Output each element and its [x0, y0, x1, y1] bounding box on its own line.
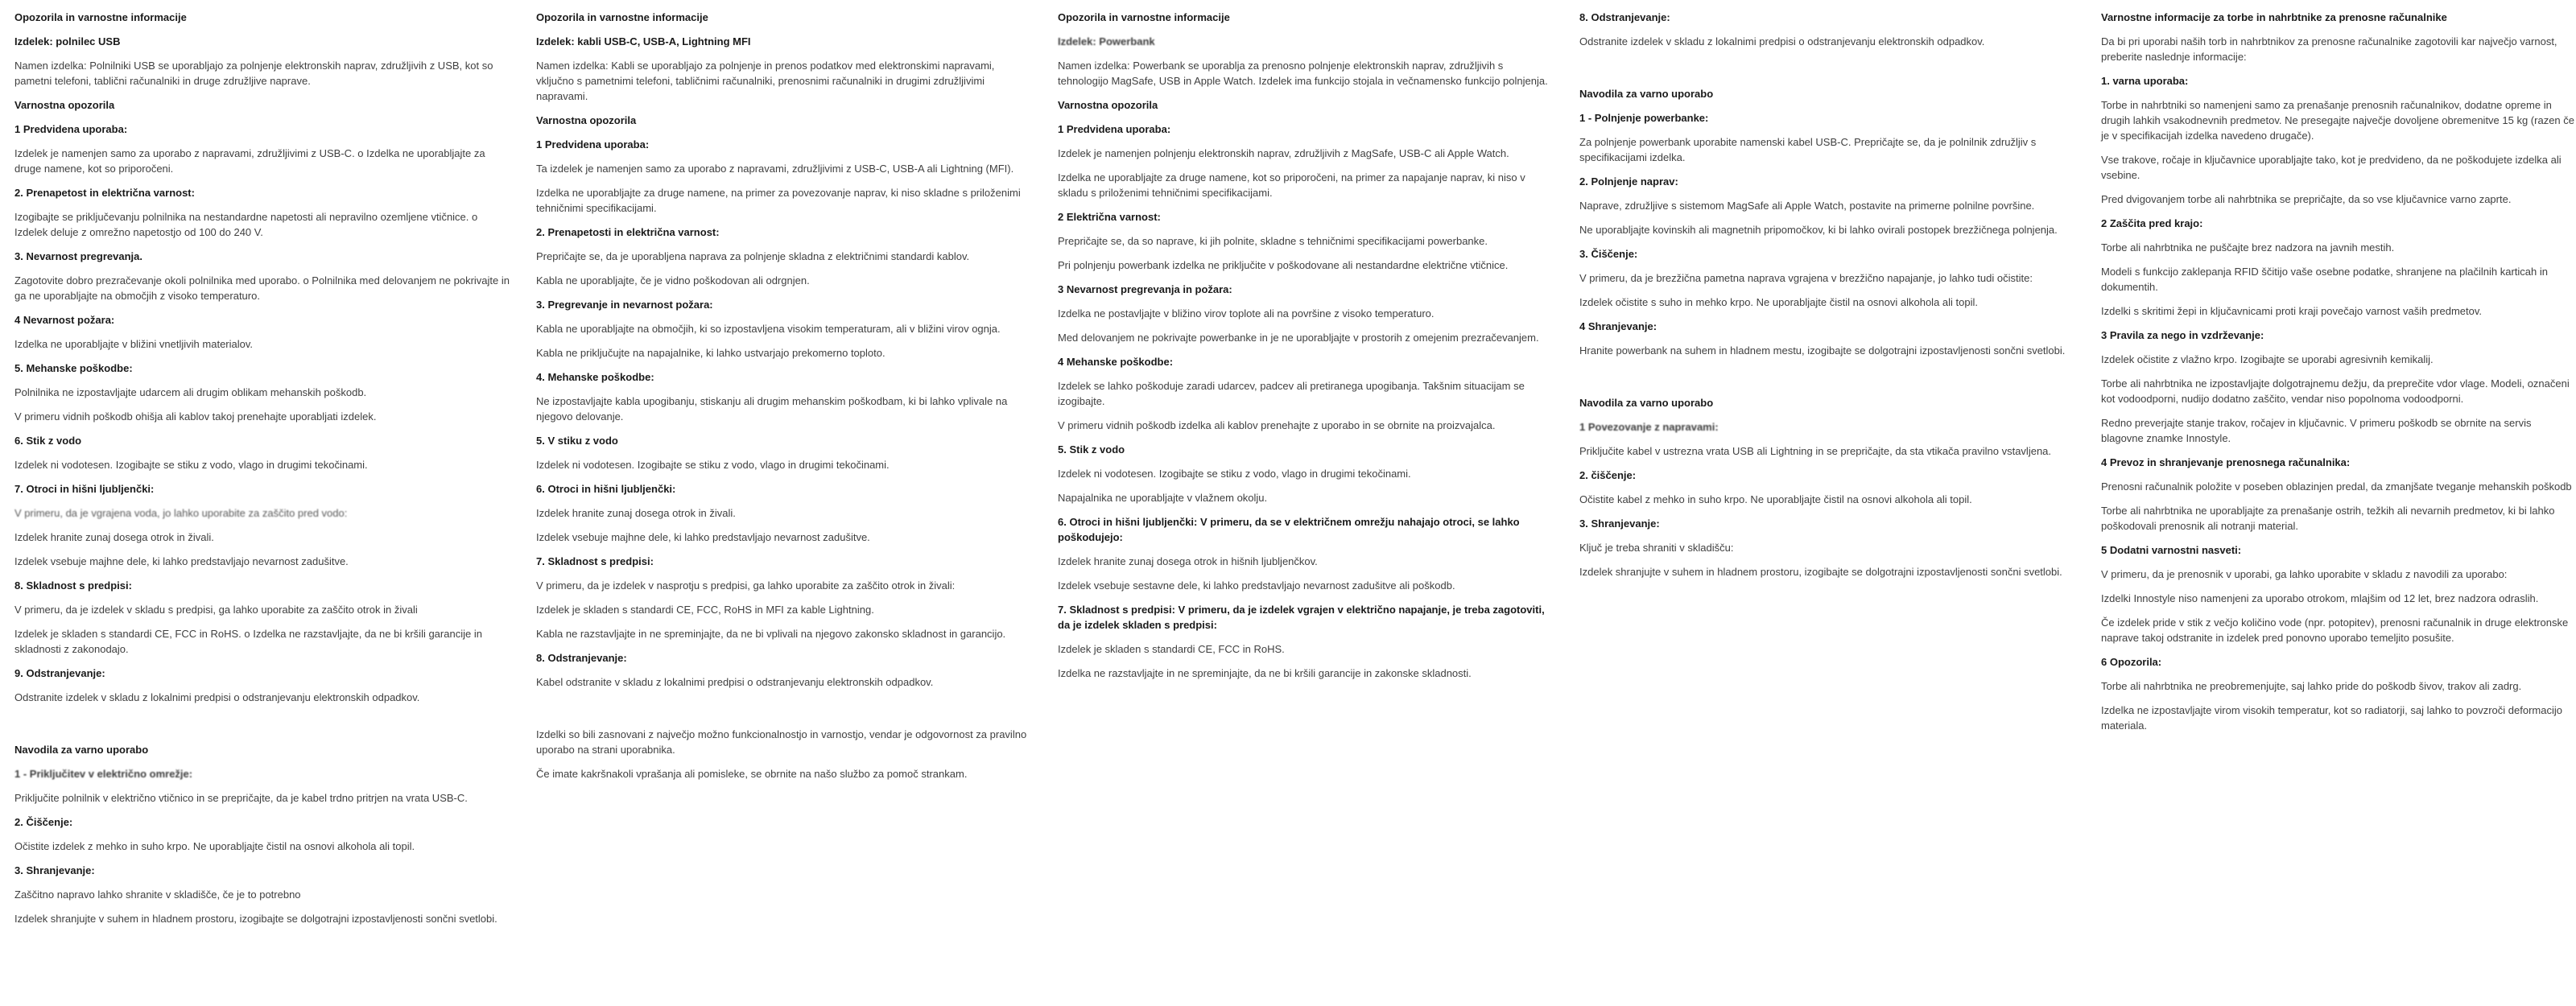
paragraph: Odstranite izdelek v skladu z lokalnimi predpisi o odstranjevanju elektronskih odpadkov.: [14, 691, 420, 703]
section-heading: 3. Nevarnost pregrevanja.: [14, 250, 142, 262]
section-heading: 2. Čiščenje:: [14, 816, 73, 828]
section-heading: 6. Otroci in hišni ljubljenčki: V primeru, da se v električnem omrežju nahajajo otroci, se lahko poškodujejo:: [1058, 516, 1520, 543]
section-heading: 7. Skladnost s predpisi:: [536, 555, 654, 567]
section-heading: 8. Skladnost s predpisi:: [14, 579, 132, 592]
section-heading: 1 Predvidena uporaba:: [14, 123, 128, 135]
section-heading: 1 Predvidena uporaba:: [536, 138, 650, 150]
paragraph: Priključite polnilnik v električno vtičnico in se prepričajte, da je kabel trdno pritrjen na vrata USB-C.: [14, 792, 468, 804]
paragraph: Ta izdelek je namenjen samo za uporabo z napravami, združljivimi z USB-C, USB-A ali Lightning (MFI).: [536, 163, 1014, 175]
paragraph: Napajalnika ne uporabljajte v vlažnem okolju.: [1058, 492, 1268, 504]
paragraph: Izdelek vsebuje sestavne dele, ki lahko predstavljajo nevarnost zadušitve ali poškodb.: [1058, 579, 1455, 592]
paragraph: Izdelka ne postavljajte v bližino virov toplote ali na površine z visoko temperaturo.: [1058, 307, 1435, 320]
section-heading: 2. Prenapetost in električna varnost:: [14, 187, 195, 199]
section-heading: Opozorila in varnostne informacije: [536, 11, 708, 23]
section-heading: 6 Opozorila:: [2101, 656, 2162, 668]
paragraph: Izdelka ne izpostavljajte virom visokih temperatur, kot so radiatorji, saj lahko to povzroči deformacijo materiala.: [2101, 704, 2562, 732]
section-heading: 3 Nevarnost pregrevanja in požara:: [1058, 283, 1232, 295]
column-3: [1058, 10, 1555, 1006]
paragraph: V primeru, da je vgrajena voda, jo lahko uporabite za zaščito pred vodo:: [14, 507, 348, 519]
section-heading: 2. Prenapetosti in električna varnost:: [536, 226, 720, 238]
paragraph: Izdelek je skladen s standardi CE, FCC in RoHS. o Izdelka ne razstavljajte, da ne bi kršili garancije in skladnosti z zakonodajo.: [14, 628, 482, 655]
section-heading: 2 Zaščita pred krajo:: [2101, 217, 2203, 229]
section-heading: Varnostna opozorila: [1058, 99, 1158, 111]
paragraph: Modeli s funkcijo zaklepanja RFID ščitijo vaše osebne podatke, shranjene na plačilnih karticah in dokumentih.: [2101, 266, 2548, 293]
paragraph: Torbe in nahrbtniki so namenjeni samo za prenašanje prenosnih računalnikov, dodatne opreme in drugih lahkih vsakodnevnih predmetov. Ne presegajte največje dovoljene obremenitve 15 kg (razen če je v specifikacijah izdelka navedeno drugače).: [2101, 99, 2574, 142]
paragraph: Če imate kakršnakoli vprašanja ali pomisleke, se obrnite na našo službo za pomoč strankam.: [536, 768, 968, 780]
section-heading: 3 Pravila za nego in vzdrževanje:: [2101, 329, 2264, 341]
paragraph: Izogibajte se priključevanju polnilnika na nestandardne napetosti ali nepravilno ozemljene vtičnice. o Izdelek deluje z omrežno napetostjo od 100 do 240 V.: [14, 211, 478, 238]
section-heading: 1 Povezovanje z napravami:: [1579, 421, 1719, 433]
section-heading: 4 Mehanske poškodbe:: [1058, 356, 1174, 368]
paragraph: Ne izpostavljajte kabla upogibanju, stiskanju ali drugim mehanskim poškodbam, ki bi lahko vplivale na njegovo delovanje.: [536, 395, 1008, 423]
section-heading: Izdelek: polnilec USB: [14, 35, 121, 47]
section-heading: 4 Prevoz in shranjevanje prenosnega računalnika:: [2101, 456, 2351, 468]
section-heading: 5. Stik z vodo: [1058, 443, 1125, 456]
paragraph: Izdelka ne uporabljajte za druge namene, na primer za povezovanje naprav, ki niso skladne s priloženimi tehničnimi specifikacijami.: [536, 187, 1021, 214]
section-heading: 1. varna uporaba:: [2101, 75, 2189, 87]
paragraph: Izdelek očistite s suho in mehko krpo. Ne uporabljajte čistil na osnovi alkohola ali topil.: [1579, 296, 1978, 308]
paragraph: Izdelek hranite zunaj dosega otrok in živali.: [14, 531, 214, 543]
section-heading: 6. Stik z vodo: [14, 435, 82, 447]
section-heading: 3. Shranjevanje:: [1579, 517, 1660, 530]
paragraph: Izdelka ne uporabljajte v bližini vnetljivih materialov.: [14, 338, 254, 350]
paragraph: Izdelek se lahko poškoduje zaradi udarcev, padcev ali pretiranega upogibanja. Takšnim situacijam se izogibajte.: [1058, 380, 1525, 407]
paragraph: Kabla ne uporabljajte, če je vidno poškodovan ali odrgnjen.: [536, 274, 810, 287]
paragraph: V primeru, da je brezžična pametna naprava vgrajena v brezžično napajanje, jo lahko tudi očistite:: [1579, 272, 2033, 284]
paragraph: Polnilnika ne izpostavljajte udarcem ali drugim oblikam mehanskih poškodb.: [14, 386, 367, 398]
section-heading: 1 Predvidena uporaba:: [1058, 123, 1171, 135]
section-heading: 4. Mehanske poškodbe:: [536, 371, 654, 383]
column-5: [2101, 10, 2574, 1006]
section-heading: Varnostna opozorila: [14, 99, 115, 111]
paragraph: Izdelka ne razstavljajte in ne spreminjajte, da ne bi kršili garancije in zakonske skladnosti.: [1058, 667, 1472, 679]
paragraph: Izdelek je namenjen polnjenju elektronskih naprav, združljivih z MagSafe, USB-C ali Apple Watch.: [1058, 147, 1509, 159]
section-heading: 9. Odstranjevanje:: [14, 667, 105, 679]
paragraph: Izdelki s skritimi žepi in ključavnicami proti kraji povečajo varnost vaših predmetov.: [2101, 305, 2482, 317]
section-heading: 4 Shranjevanje:: [1579, 320, 1657, 332]
paragraph: Ključ je treba shraniti v skladišču:: [1579, 542, 1734, 554]
section-heading: 3. Čiščenje:: [1579, 248, 1638, 260]
section-heading: 7. Skladnost s predpisi: V primeru, da je izdelek vgrajen v električno napajanje, je treba zagotoviti, da je izdelek skladen s predpisi:: [1058, 604, 1545, 631]
paragraph: Izdelki Innostyle niso namenjeni za uporabo otrokom, mlajšim od 12 let, brez nadzora odraslih.: [2101, 592, 2539, 604]
paragraph: Pred dvigovanjem torbe ali nahrbtnika se prepričajte, da so vse ključavnice varno zaprte.: [2101, 193, 2512, 205]
paragraph: V primeru vidnih poškodb ohišja ali kablov takoj prenehajte uporabljati izdelek.: [14, 410, 377, 423]
paragraph: Redno preverjajte stanje trakov, ročajev in ključavnic. V primeru poškodb se obrnite na servis blagovne znamke Innostyle.: [2101, 417, 2532, 444]
section-heading: Navodila za varno uporabo: [14, 744, 149, 756]
section-heading: 5. Mehanske poškodbe:: [14, 362, 133, 374]
section-heading: Varnostna opozorila: [536, 114, 637, 126]
section-heading: 6. Otroci in hišni ljubljenčki:: [536, 483, 676, 495]
paragraph: Izdelek ni vodotesen. Izogibajte se stiku z vodo, vlago in drugimi tekočinami.: [536, 459, 890, 471]
paragraph: Kabla ne uporabljajte na območjih, ki so izpostavljena visokim temperaturam, ali v bližini virov ognja.: [536, 323, 1001, 335]
section-heading: 8. Odstranjevanje:: [1579, 11, 1670, 23]
paragraph: Pri polnjenju powerbank izdelka ne priključite v poškodovane ali nestandardne električne vtičnice.: [1058, 259, 1509, 271]
paragraph: Torbe ali nahrbtnika ne puščajte brez nadzora na javnih mestih.: [2101, 241, 2395, 254]
paragraph: Izdelek shranjujte v suhem in hladnem prostoru, izogibajte se dolgotrajni izpostavljenosti sončni svetlobi.: [14, 913, 497, 925]
section-heading: Navodila za varno uporabo: [1579, 88, 1714, 100]
section-heading: 5 Dodatni varnostni nasveti:: [2101, 544, 2242, 556]
paragraph: Da bi pri uporabi naših torb in nahrbtnikov za prenosne računalnike zagotovili kar največjo varnost, preberite naslednje informacije:: [2101, 35, 2557, 63]
paragraph: Med delovanjem ne pokrivajte powerbanke in je ne uporabljajte v prostorih z omejenim prezračevanjem.: [1058, 332, 1539, 344]
paragraph: Ne uporabljajte kovinskih ali magnetnih pripomočkov, ki bi lahko ovirali postopek brezžičnega polnjenja.: [1579, 224, 2058, 236]
paragraph: Izdelek shranjujte v suhem in hladnem prostoru, izogibajte se dolgotrajni izpostavljenosti sončni svetlobi.: [1579, 566, 2062, 578]
paragraph: Zaščitno napravo lahko shranite v skladišče, če je to potrebno: [14, 888, 301, 901]
paragraph: Če izdelek pride v stik z večjo količino vode (npr. potopitev), prenosni računalnik in druge elektronske naprave takoj odstranite in izdelek pred ponovno uporabo temeljito posušite.: [2101, 616, 2569, 644]
paragraph: Vse trakove, ročaje in ključavnice uporabljajte tako, kot je predvideno, da ne poškodujete izdelka ali vsebine.: [2101, 154, 2562, 181]
section-heading: 5. V stiku z vodo: [536, 435, 618, 447]
section-heading: 2 Električna varnost:: [1058, 211, 1161, 223]
section-heading: 4 Nevarnost požara:: [14, 314, 115, 326]
section-heading: Navodila za varno uporabo: [1579, 397, 1714, 409]
paragraph: Izdelek očistite z vlažno krpo. Izogibajte se uporabi agresivnih kemikalij.: [2101, 353, 2434, 365]
paragraph: Zagotovite dobro prezračevanje okoli polnilnika med uporabo. o Polnilnika med delovanjem ne pokrivajte in ga ne uporabljajte na območjih z visoko temperaturo.: [14, 274, 510, 302]
section-heading: 1 - Polnjenje powerbanke:: [1579, 112, 1709, 124]
section-heading: 3. Pregrevanje in nevarnost požara:: [536, 299, 713, 311]
paragraph: Izdelki so bili zasnovani z največjo možno funkcionalnostjo in varnostjo, vendar je odgovornost za pravilno uporabo na strani uporabnika.: [536, 728, 1027, 756]
paragraph: Očistite izdelek z mehko in suho krpo. Ne uporabljajte čistil na osnovi alkohola ali topil.: [14, 840, 415, 852]
paragraph: Torbe ali nahrbtnika ne izpostavljajte dolgotrajnemu dežju, da preprečite vdor vlage. Modeli, označeni kot vodoodporni, nudijo dodatno zaščito, vendar niso popolnoma vodoodporni.: [2101, 377, 2570, 405]
column-1: [14, 10, 512, 1006]
paragraph: Naprave, združljive s sistemom MagSafe ali Apple Watch, postavite na primerne polnilne površine.: [1579, 200, 2035, 212]
section-heading: 2. Polnjenje naprav:: [1579, 175, 1678, 188]
paragraph: Očistite kabel z mehko in suho krpo. Ne uporabljajte čistil na osnovi alkohola ali topil.: [1579, 493, 1972, 505]
paragraph: V primeru, da je prenosnik v uporabi, ga lahko uporabite v skladu z navodili za uporabo:: [2101, 568, 2508, 580]
paragraph: Prepričajte se, da je uporabljena naprava za polnjenje skladna z električnimi standardi kablov.: [536, 250, 970, 262]
section-heading: 2. čiščenje:: [1579, 469, 1637, 481]
paragraph: Kabla ne priključujte na napajalnike, ki lahko ustvarjajo prekomerno toploto.: [536, 347, 886, 359]
paragraph: Namen izdelka: Kabli se uporabljajo za polnjenje in prenos podatkov med elektronskimi napravami, vključno s pametnimi telefoni, tabličnimi računalniki, prenosnimi računalniki in drugimi združljivimi napravami.: [536, 60, 995, 102]
column-2: [536, 10, 1034, 1006]
paragraph: Izdelek je skladen s standardi CE, FCC in RoHS.: [1058, 643, 1285, 655]
paragraph: Izdelek ni vodotesen. Izogibajte se stiku z vodo, vlago in drugimi tekočinami.: [14, 459, 368, 471]
paragraph: Izdelka ne uporabljajte za druge namene, kot so priporočeni, na primer za napajanje naprav, ki niso v skladu s priloženimi tehničnimi specifikacijami.: [1058, 171, 1525, 199]
paragraph: Kabla ne razstavljajte in ne spreminjajte, da ne bi vplivali na njegovo zakonsko skladnost in garancijo.: [536, 628, 1006, 640]
paragraph: Hranite powerbank na suhem in hladnem mestu, izogibajte se dolgotrajni izpostavljenosti sončni svetlobi.: [1579, 344, 2066, 357]
paragraph: Torbe ali nahrbtnika ne preobremenjujte, saj lahko pride do poškodb šivov, trakov ali zadrg.: [2101, 680, 2522, 692]
paragraph: Priključite kabel v ustrezna vrata USB ali Lightning in se prepričajte, da sta vtikača pravilno vstavljena.: [1579, 445, 2052, 457]
column-4: [1579, 10, 2077, 1006]
paragraph: Prepričajte se, da so naprave, ki jih polnite, skladne s tehničnimi specifikacijami powerbanke.: [1058, 235, 1488, 247]
paragraph: V primeru vidnih poškodb izdelka ali kablov prenehajte z uporabo in se obrnite na proizvajalca.: [1058, 419, 1496, 431]
paragraph: Izdelek je namenjen samo za uporabo z napravami, združljivimi z USB-C. o Izdelka ne uporabljajte za druge namene, kot so priporočeni.: [14, 147, 485, 175]
paragraph: Izdelek vsebuje majhne dele, ki lahko predstavljajo nevarnost zadušitve.: [536, 531, 870, 543]
section-heading: 1 - Priključitev v električno omrežje:: [14, 768, 193, 780]
section-heading: 7. Otroci in hišni ljubljenčki:: [14, 483, 155, 495]
paragraph: V primeru, da je izdelek v skladu s predpisi, ga lahko uporabite za zaščito otrok in živali: [14, 604, 418, 616]
section-heading: 8. Odstranjevanje:: [536, 652, 627, 664]
section-heading: Izdelek: Powerbank: [1058, 35, 1155, 47]
paragraph: Izdelek hranite zunaj dosega otrok in živali.: [536, 507, 736, 519]
section-heading: Opozorila in varnostne informacije: [1058, 11, 1230, 23]
paragraph: Torbe ali nahrbtnika ne uporabljajte za prenašanje ostrih, težkih ali nevarnih predmetov, ki bi lahko poškodovali prenosnik ali notranji material.: [2101, 505, 2555, 532]
paragraph: Kabel odstranite v skladu z lokalnimi predpisi o odstranjevanju elektronskih odpadkov.: [536, 676, 934, 688]
paragraph: V primeru, da je izdelek v nasprotju s predpisi, ga lahko uporabite za zaščito otrok in živali:: [536, 579, 956, 592]
section-heading: Varnostne informacije za torbe in nahrbtnike za prenosne računalnike: [2101, 11, 2447, 23]
section-heading: Izdelek: kabli USB-C, USB-A, Lightning MFI: [536, 35, 751, 47]
paragraph: Namen izdelka: Polnilniki USB se uporabljajo za polnjenje elektronskih naprav, združljivih z USB, kot so pametni telefoni, tablični računalniki in druge združljive naprave.: [14, 60, 493, 87]
paragraph: Izdelek je skladen s standardi CE, FCC, RoHS in MFI za kable Lightning.: [536, 604, 874, 616]
paragraph: Namen izdelka: Powerbank se uporablja za prenosno polnjenje elektronskih naprav, združljivih s tehnologijo MagSafe, USB in Apple Watch. Izdelek ima funkcijo stojala in večnamensko funkcijo polnjenja.: [1058, 60, 1548, 87]
paragraph: Izdelek vsebuje majhne dele, ki lahko predstavljajo nevarnost zadušitve.: [14, 555, 349, 567]
section-heading: Opozorila in varnostne informacije: [14, 11, 187, 23]
paragraph: Za polnjenje powerbank uporabite namenski kabel USB-C. Prepričajte se, da je polnilnik združljiv s specifikacijami izdelka.: [1579, 136, 2037, 163]
paragraph: Izdelek ni vodotesen. Izogibajte se stiku z vodo, vlago in drugimi tekočinami.: [1058, 468, 1411, 480]
paragraph: Odstranite izdelek v skladu z lokalnimi predpisi o odstranjevanju elektronskih odpadkov.: [1579, 35, 1985, 47]
paragraph: Izdelek hranite zunaj dosega otrok in hišnih ljubljenčkov.: [1058, 555, 1318, 567]
paragraph: Prenosni računalnik položite v poseben oblazinjen predal, da zmanjšate tveganje mehanskih poškodb: [2101, 480, 2572, 493]
section-heading: 3. Shranjevanje:: [14, 864, 95, 876]
